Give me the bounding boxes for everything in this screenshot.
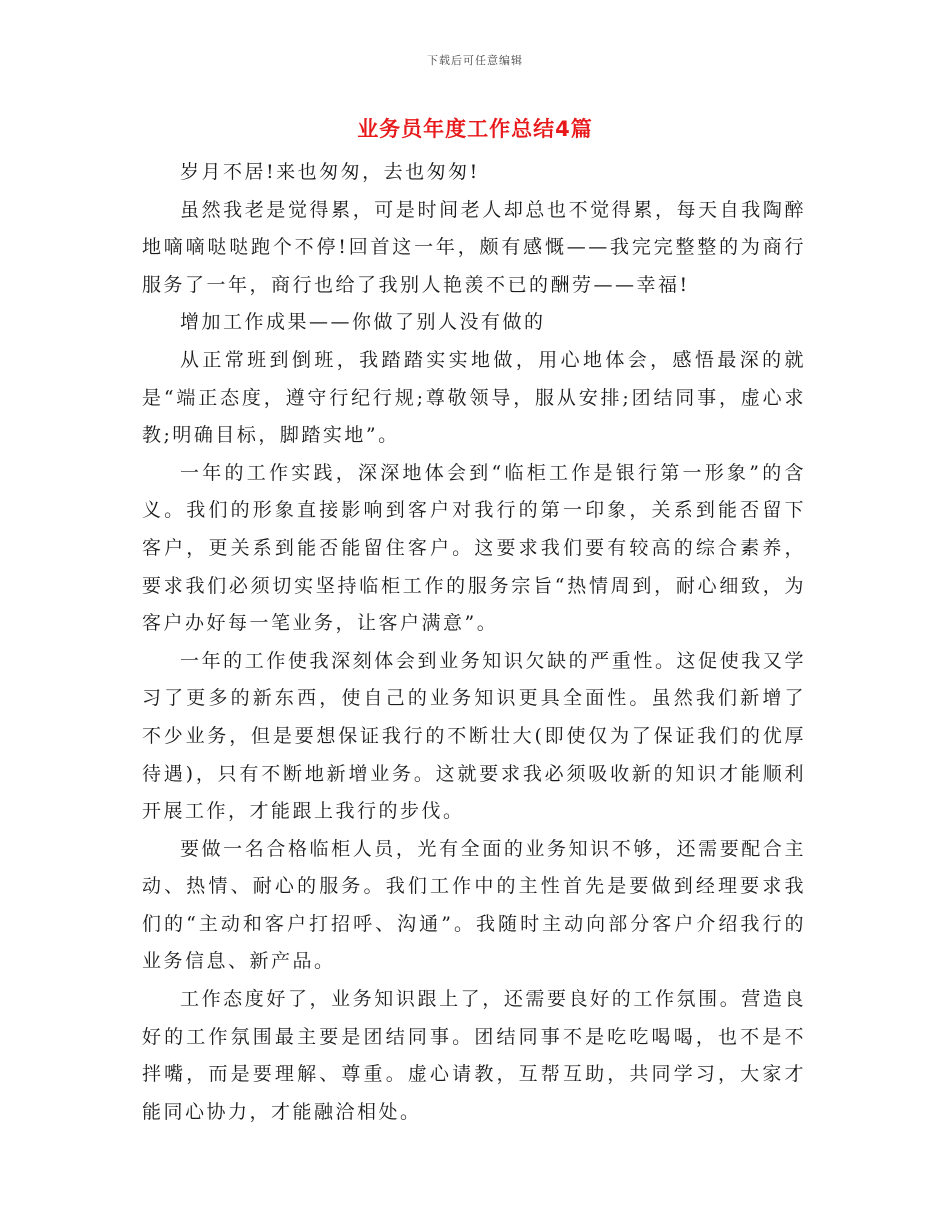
page-header-note: 下载后可任意编辑 bbox=[427, 54, 523, 67]
paragraph-bank-image: 一年的工作实践，深深地体会到“临柜工作是银行第一形象”的含义。我们的形象直接影响到客户对我行的第一印象，关系到能否留下客户，更关系到能否能留住客户。这要求我们要有较高的综合素养，要求我们必须切实坚持临柜工作的服务宗旨“热情周到，耐心细致，为客户办好每一笔业务，让客户满意”。 bbox=[142, 461, 806, 635]
document-title: 业务员年度工作总结4篇 bbox=[357, 117, 593, 141]
paragraph-intro: 岁月不居!来也匆匆，去也匆匆! bbox=[180, 161, 480, 183]
paragraph-service: 要做一名合格临柜人员，光有全面的业务知识不够，还需要配合主动、热情、耐心的服务。我们工作中的主性首先是要做到经理要求我们的“主动和客户打招呼、沟通”。我随时主动向部分客户介绍我行的业务信息、新产品。 bbox=[142, 837, 806, 973]
section-heading: 增加工作成果——你做了别人没有做的 bbox=[180, 311, 546, 334]
document-body bbox=[142, 154, 806, 1131]
paragraph-reflection: 虽然我老是觉得累，可是时间老人却总也不觉得累，每天自我陶醉地嘀嘀哒哒跑个不停!回首这一年，颇有感慨——我完完整整的为商行服务了一年，商行也给了我别人艳羡不已的酬劳——幸福! bbox=[142, 198, 806, 296]
paragraph-teamwork: 工作态度好了，业务知识跟上了，还需要良好的工作氛围。营造良好的工作氛围最主要是团结同事。团结同事不是吃吃喝喝，也不是不拌嘴，而是要理解、尊重。虚心请教，互帮互助，共同学习，大家才能同心协力，才能融洽相处。 bbox=[142, 988, 806, 1123]
paragraph-knowledge: 一年的工作使我深刻体会到业务知识欠缺的严重性。这促使我又学习了更多的新东西，使自己的业务知识更具全面性。虽然我们新增了不少业务，但是要想保证我行的不断壮大(即使仅为了保证我们的优厚待遇)，只有不断地新增业务。这就要求我必须吸收新的知识才能顺利开展工作，才能跟上我行的步伐。 bbox=[142, 649, 806, 823]
paragraph-attitude: 从正常班到倒班，我踏踏实实地做，用心地体会，感悟最深的就是“端正态度，遵守行纪行规;尊敬领导，服从安排;团结同事，虚心求教;明确目标，脚踏实地”。 bbox=[142, 348, 806, 447]
